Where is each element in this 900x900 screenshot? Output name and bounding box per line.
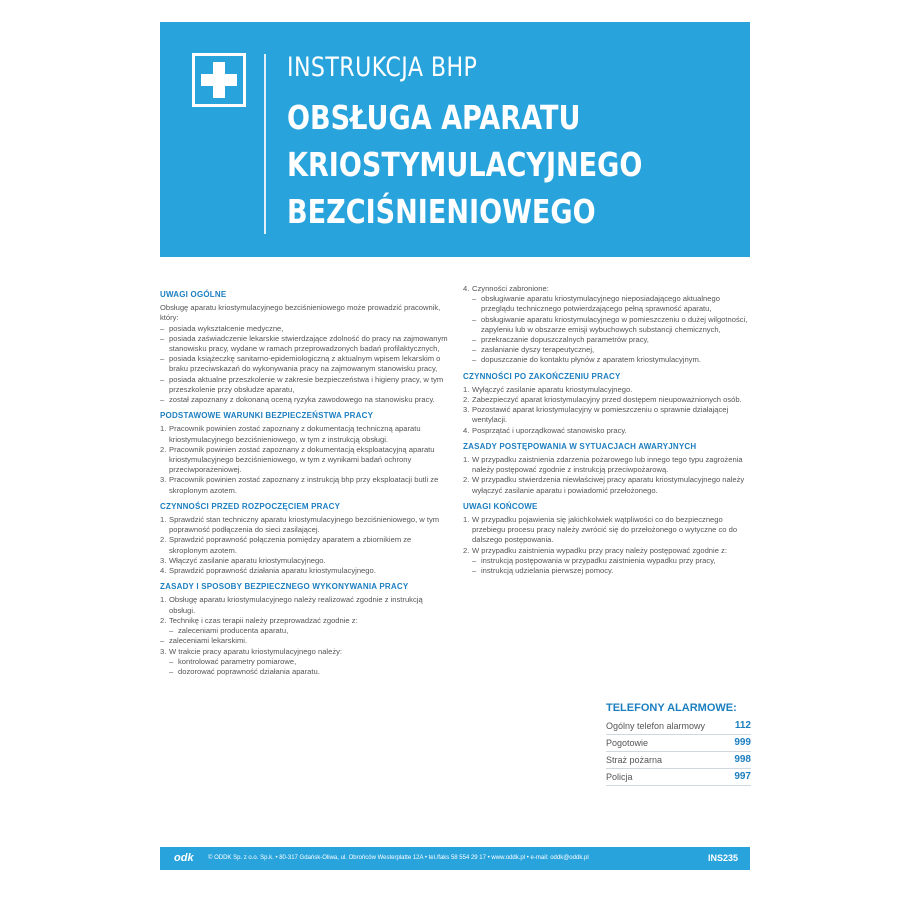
list-item — [160, 395, 448, 405]
section-heading: UWAGI KOŃCOWE — [463, 501, 538, 511]
list-item — [472, 566, 751, 576]
list-item — [160, 636, 448, 646]
list-text: Pracownik powinien zostać zapoznany z dokumentacją eksploatacyjną aparatu kriostymulacyjnego bezciśnieniowego, w tym z wynikami badań ochrony przeciwporażeniowej. — [169, 444, 435, 475]
list-marker: – — [169, 656, 174, 666]
list-item — [160, 424, 448, 444]
list-item — [472, 315, 751, 335]
phone-row — [606, 735, 751, 752]
section-heading: PODSTAWOWE WARUNKI BEZPIECZEŃSTWA PRACY — [160, 411, 374, 421]
list-text: Sprawdzić poprawność działania aparatu kriostymulacyjnego. — [169, 566, 376, 576]
phone-number: 999 — [734, 737, 751, 748]
list-item — [160, 354, 448, 374]
phone-number: 112 — [734, 720, 751, 731]
phone-label: Ogólny telefon alarmowy — [606, 721, 706, 731]
list-item — [463, 426, 751, 436]
list-text: W przypadku stwierdzenia niewłaściwej pracy aparatu kriostymulacyjnego należy wyłączyć zasilanie aparatu i powiadomić przełożonego. — [472, 475, 745, 495]
list-item — [160, 515, 448, 535]
list-text: Sprawdzić poprawność połączenia pomiędzy aparatem a zbiornikiem ze skroplonym azotem. — [169, 535, 412, 555]
phone-label: Pogotowie — [606, 738, 649, 748]
list-item — [169, 667, 448, 677]
list-item — [463, 405, 751, 425]
list-marker: 1. — [463, 515, 470, 525]
list-text: został zapoznany z dokonaną oceną ryzyka zawodowego na stanowisku pracy. — [169, 395, 435, 405]
section-list — [463, 284, 751, 366]
list-text: Wyłączyć zasilanie aparatu kriostymulacyjnego. — [472, 384, 633, 394]
list-item — [472, 355, 751, 365]
list-text: posiada wykształcenie medyczne, — [169, 323, 284, 333]
list-item — [160, 616, 448, 626]
list-marker: 2. — [160, 615, 167, 625]
list-item — [472, 335, 751, 345]
list-text: Czynności zabronione: — [472, 284, 549, 293]
list-text: kontrolować parametry pomiarowe, — [178, 656, 297, 666]
list-item — [472, 294, 751, 314]
phone-number: 998 — [734, 754, 751, 765]
section-heading: CZYNNOŚCI PRZED ROZPOCZĘCIEM PRACY — [160, 501, 341, 511]
list-marker: 2. — [160, 535, 167, 545]
list-marker: – — [160, 395, 165, 405]
list-text: W przypadku zaistnienia wypadku przy pracy należy postępować zgodnie z: — [472, 545, 727, 555]
list-item — [463, 546, 751, 556]
list-marker: – — [472, 335, 477, 345]
list-text: Sprawdzić stan techniczny aparatu kriostymulacyjnego bezciśnieniowego, w tym poprawność podłączenia do sieci zasilającej. — [169, 515, 440, 535]
list-text: obsługiwanie aparatu kriostymulacyjnego nieposiadającego aktualnego przeglądu technicznego potwierdzającego pełną sprawność aparatu, — [481, 294, 720, 314]
list-item — [160, 647, 448, 657]
list-text: instrukcją udzielania pierwszej pomocy. — [481, 566, 614, 576]
list-item — [463, 284, 751, 294]
list-marker: 3. — [463, 405, 470, 415]
section-heading: UWAGI OGÓLNE — [160, 290, 227, 299]
list-item — [160, 566, 448, 576]
section-intro: Obsługę aparatu kriostymulacyjnego bezciśnieniowego może prowadzić pracownik, który: — [160, 303, 441, 323]
list-item — [160, 334, 448, 354]
list-marker: – — [472, 294, 477, 304]
list-text: posiada książeczkę sanitarno-epidemiologiczną z aktualnym wpisem lekarskim o braku przeciwskazań do wykonywania pracy na zajmowanym stanowisku pracy, — [169, 354, 441, 374]
phone-label: Straż pożarna — [606, 755, 663, 765]
list-marker: 4. — [160, 566, 167, 576]
section-list — [463, 515, 751, 576]
list-item — [463, 385, 751, 395]
list-marker: – — [160, 354, 165, 364]
list-item — [463, 395, 751, 405]
list-marker: 1. — [160, 424, 167, 434]
phone-row — [606, 769, 751, 786]
list-text: instrukcją postępowania w przypadku zaistnienia wypadku przy pracy, — [481, 555, 716, 565]
list-item — [160, 445, 448, 476]
list-marker: – — [472, 566, 477, 576]
list-marker: – — [472, 345, 477, 355]
list-marker: – — [472, 555, 477, 565]
list-marker: 4. — [463, 425, 470, 435]
list-item — [463, 475, 751, 495]
section-list — [160, 595, 448, 677]
footer-bar — [160, 847, 750, 870]
list-marker: 1. — [160, 515, 167, 525]
list-text: zaleceniami producenta aparatu, — [178, 626, 289, 636]
list-marker: 1. — [463, 384, 470, 394]
list-marker: 4. — [463, 284, 470, 293]
list-text: zasłanianie dyszy terapeutycznej, — [481, 345, 595, 355]
document-title — [287, 94, 746, 235]
emergency-phones — [606, 702, 751, 786]
title-line: BEZCIŚNIENIOWEGO — [287, 192, 596, 231]
list-text: Pozostawić aparat kriostymulacyjny w pomieszczeniu o sprawnie działającej wentylacji. — [472, 405, 729, 425]
section-heading: CZYNNOŚCI PO ZAKOŃCZENIU PRACY — [463, 371, 621, 381]
list-marker: 2. — [160, 444, 167, 454]
list-item — [169, 657, 448, 667]
section-heading: ZASADY POSTĘPOWANIA W SYTUACJACH AWARYJNYCH — [463, 441, 697, 451]
list-marker: – — [160, 333, 165, 343]
header-banner — [160, 22, 750, 257]
section-list — [160, 424, 448, 495]
left-column — [160, 284, 448, 677]
list-text: Technikę i czas terapii należy przeprowadzać zgodnie z: — [169, 615, 358, 625]
document-type: INSTRUKCJA BHP — [287, 52, 478, 83]
document-code: INS235 — [707, 853, 738, 863]
phone-label: Policja — [606, 772, 633, 782]
section-heading: ZASADY I SPOSOBY BEZPIECZNEGO WYKONYWANIA PRACY — [160, 582, 409, 592]
list-item — [160, 556, 448, 566]
section-list — [463, 385, 751, 436]
list-item — [169, 626, 448, 636]
list-text: posiada zaświadczenie lekarskie stwierdzające zdolność do pracy na zajmowanym stanowisku pracy, wydane w ramach przeprowadzonych badań profilaktycznych, — [169, 333, 448, 354]
list-text: obsługiwanie aparatu kriostymulacyjnego w pomieszczeniu o dużej wilgotności, zapyleniu lub w obszarze emisji wybuchowych substancji chemicznych, — [481, 314, 748, 334]
list-item — [160, 324, 448, 334]
list-text: dozorować poprawność działania aparatu. — [178, 666, 320, 676]
list-marker: 2. — [463, 545, 470, 555]
list-marker: 1. — [160, 595, 167, 605]
list-text: W trakcie pracy aparatu kriostymulacyjnego należy: — [169, 646, 343, 656]
list-text: Włączyć zasilanie aparatu kriostymulacyjnego. — [169, 555, 326, 565]
phone-row — [606, 752, 751, 769]
list-text: Pracownik powinien zostać zapoznany z instrukcją bhp przy eksploatacji butli ze skroplonym azotem. — [169, 475, 439, 495]
list-marker: 3. — [160, 475, 167, 485]
list-marker: 3. — [160, 646, 167, 656]
right-column — [463, 284, 751, 576]
list-item — [472, 556, 751, 566]
first-aid-cross-icon — [192, 53, 246, 107]
header-divider — [264, 54, 266, 234]
list-marker: – — [472, 314, 477, 324]
list-item — [160, 595, 448, 615]
list-text: W przypadku pojawienia się jakichkolwiek wątpliwości co do bezpiecznego przebiegu procesu pracy należy zwrócić się do przełożonego o wytyczne co do dalszego postępowania. — [472, 515, 738, 545]
section-list — [160, 515, 448, 576]
section-list — [160, 324, 448, 406]
title-line: OBSŁUGA APARATU — [287, 98, 581, 137]
list-item — [160, 535, 448, 555]
list-text: Pracownik powinien zostać zapoznany z dokumentacją techniczną aparatu kriostymulacyjnego bezciśnieniowego, w tym z instrukcją obsługi. — [169, 424, 421, 444]
list-marker: – — [160, 374, 165, 384]
list-item — [463, 455, 751, 475]
list-text: zaleceniami lekarskimi. — [169, 636, 248, 646]
list-marker: 3. — [160, 555, 167, 565]
phone-number: 997 — [734, 771, 751, 782]
list-item — [160, 375, 448, 395]
list-marker: – — [472, 355, 477, 365]
list-text: W przypadku zaistnienia zdarzenia pożarowego lub innego tego typu zagrożenia należy postępować zgodnie z instrukcją przeciwpożarową. — [472, 455, 743, 475]
list-marker: – — [160, 636, 165, 646]
list-text: posiada aktualne przeszkolenie w zakresie bezpieczeństwa i higieny pracy, w tym przeszkolenie przy obsłudze aparatu, — [169, 374, 444, 394]
section-list — [463, 455, 751, 496]
phone-row — [606, 718, 751, 735]
list-marker: 2. — [463, 475, 470, 485]
list-item — [160, 475, 448, 495]
list-text: Zabezpieczyć aparat kriostymulacyjny przed dostępem nieupoważnionych osób. — [472, 395, 742, 405]
title-line: KRIOSTYMULACYJNEGO — [287, 145, 643, 184]
list-text: przekraczanie dopuszczalnych parametrów pracy, — [481, 335, 649, 345]
list-text: Posprzątać i uporządkować stanowisko pracy. — [472, 425, 627, 435]
list-marker: 2. — [463, 395, 470, 405]
instruction-sheet — [160, 22, 750, 872]
publisher-logo: odk — [174, 852, 194, 864]
footer-contact: © ODDK Sp. z o.o. Sp.k. • 80-317 Gdańsk-Oliwa, ul. Obrońców Westerplatte 12A • tel./faks 58 554 29 17 • www.oddk.pl • e-mail: oddk@oddk.pl — [208, 855, 589, 861]
list-text: dopuszczanie do kontaktu płynów z aparatem kriostymulacyjnym. — [481, 355, 701, 365]
list-text: Obsługę aparatu kriostymulacyjnego należy realizować zgodnie z instrukcją obsługi. — [169, 595, 423, 615]
list-marker: 1. — [463, 455, 470, 465]
list-item — [472, 345, 751, 355]
list-marker: – — [160, 323, 165, 333]
phones-title: TELEFONY ALARMOWE: — [606, 702, 737, 714]
list-item — [463, 515, 751, 546]
list-marker: – — [169, 666, 174, 676]
list-marker: – — [169, 626, 174, 636]
